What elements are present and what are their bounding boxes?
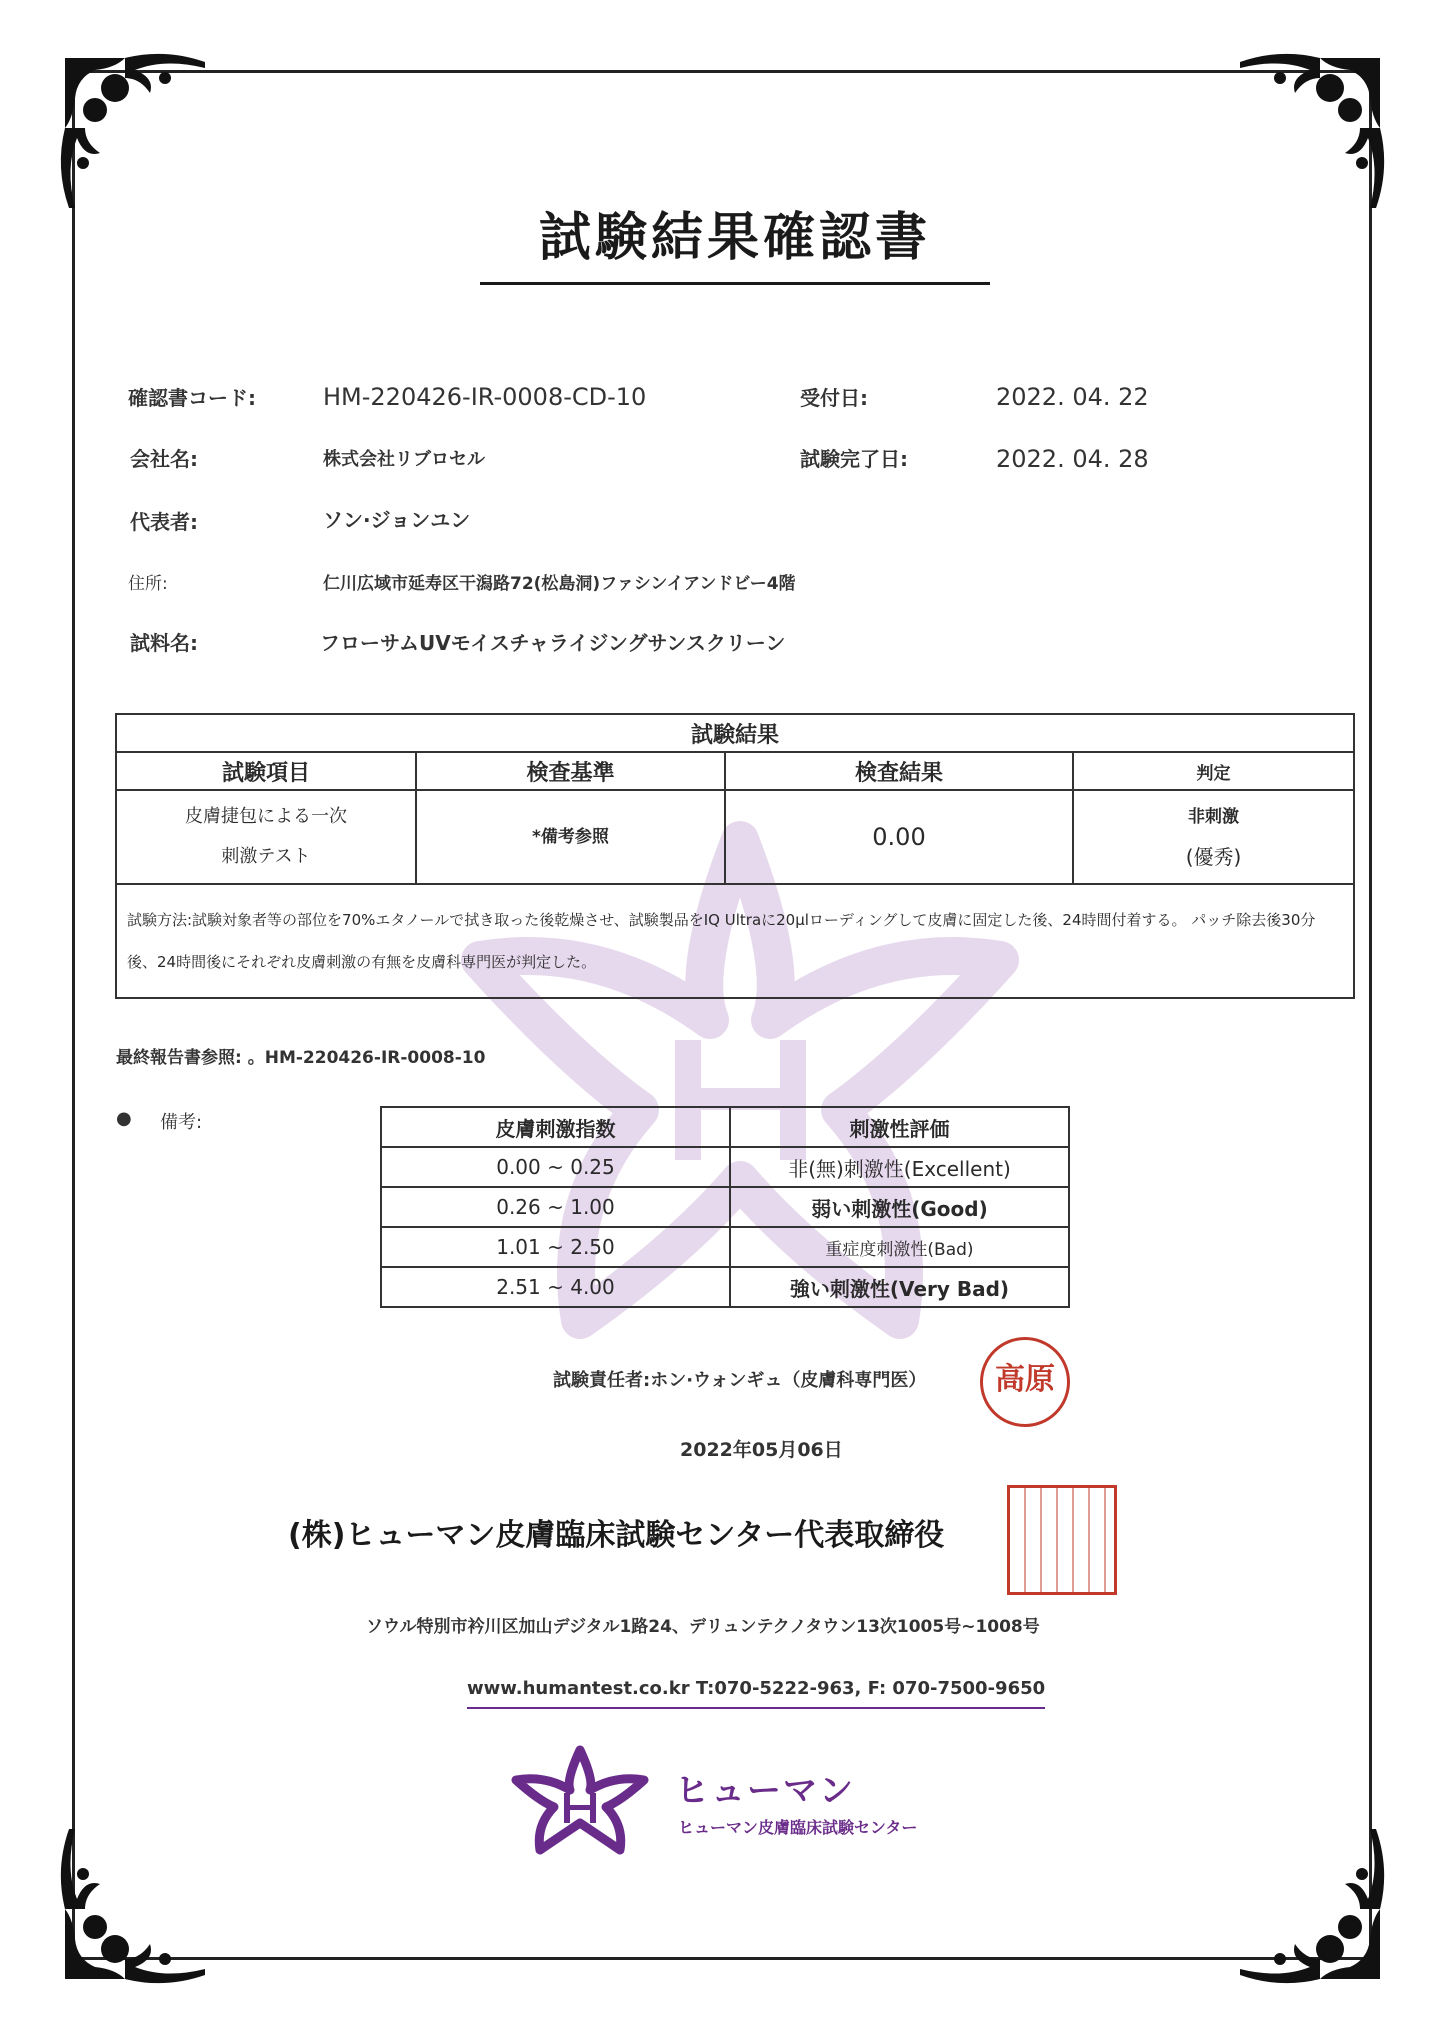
company-value: 株式会社リブロセル — [323, 449, 485, 470]
test-item-line2: 刺激テスト — [221, 846, 311, 867]
results-heading: 試験結果 — [116, 714, 1354, 752]
final-report-reference: 最終報告書参照: 。HM-220426-IR-0008-10 — [116, 1048, 486, 1068]
corner-ornament-icon — [55, 1819, 215, 1989]
notes-label: 備考: — [160, 1112, 203, 1133]
document-title: 試験結果確認書 — [480, 195, 990, 285]
scale-rating: 重症度刺激性(Bad) — [730, 1227, 1069, 1267]
table-row — [381, 1267, 1069, 1307]
sample-value: フローサムUVモイスチャライジングサンスクリーン — [320, 631, 786, 655]
standard-cell: *備考参照 — [416, 790, 725, 884]
judgement-cell — [1073, 790, 1354, 884]
table-row — [381, 1147, 1069, 1187]
scale-range: 1.01 ~ 2.50 — [381, 1227, 730, 1267]
table-row — [381, 1227, 1069, 1267]
logo-subtitle: ヒューマン皮膚臨床試験センター — [678, 1818, 918, 1837]
scale-range: 0.00 ~ 0.25 — [381, 1147, 730, 1187]
issue-date: 2022年05月06日 — [680, 1439, 843, 1461]
header-judgement: 判定 — [1073, 752, 1354, 790]
completed-label: 試験完了日: — [800, 447, 908, 471]
judgement-line2: (優秀) — [1185, 845, 1242, 869]
issuing-company: (株)ヒューマン皮膚臨床試験センター代表取締役 — [288, 1518, 945, 1553]
header-result: 検査結果 — [725, 752, 1073, 790]
logo-name: ヒューマン — [675, 1771, 855, 1811]
code-label: 確認書コード: — [128, 386, 256, 410]
sample-label: 試料名: — [130, 631, 198, 655]
results-table — [115, 713, 1355, 999]
received-value: 2022. 04. 22 — [996, 383, 1149, 411]
scale-rating: 強い刺激性(Very Bad) — [730, 1267, 1069, 1307]
corner-ornament-icon — [1230, 48, 1390, 218]
company-label: 会社名: — [130, 447, 198, 471]
center-address: ソウル特別市衿川区加山デジタル1路24、デリュンテクノタウン13次1005号~1008号 — [366, 1617, 1040, 1637]
scale-rating: 非(無)刺激性(Excellent) — [730, 1147, 1069, 1187]
address-value: 仁川広域市延寿区干潟路72(松島洞)ファシンイアンドビー4階 — [323, 574, 796, 594]
responsible-person: 試験責任者:ホン·ウォンギュ（皮膚科専門医） — [553, 1370, 927, 1391]
address-label: 住所: — [128, 574, 168, 594]
scale-range: 0.26 ~ 1.00 — [381, 1187, 730, 1227]
table-row — [381, 1187, 1069, 1227]
scale-header-rating: 刺激性評価 — [730, 1107, 1069, 1147]
representative-label: 代表者: — [130, 510, 198, 534]
irritation-scale-table — [380, 1106, 1070, 1308]
corner-ornament-icon — [1230, 1819, 1390, 1989]
judgement-line1: 非刺激 — [1188, 807, 1239, 827]
result-cell: 0.00 — [725, 790, 1073, 884]
test-item-line1: 皮膚捷包による一次 — [185, 806, 347, 827]
contact-info: www.humantest.co.kr T:070-5222-963, F: 070-7500-9650 — [467, 1678, 1045, 1709]
test-item-cell — [116, 790, 416, 884]
representative-value: ソン·ジョンユン — [323, 508, 471, 532]
corner-ornament-icon — [55, 48, 215, 218]
completed-value: 2022. 04. 28 — [996, 445, 1149, 473]
company-seal-icon — [1007, 1485, 1117, 1595]
code-value: HM-220426-IR-0008-CD-10 — [323, 383, 647, 411]
scale-range: 2.51 ~ 4.00 — [381, 1267, 730, 1307]
human-logo-icon — [510, 1745, 650, 1855]
header-test-item: 試験項目 — [116, 752, 416, 790]
header-standard: 検査基準 — [416, 752, 725, 790]
scale-rating: 弱い刺激性(Good) — [730, 1187, 1069, 1227]
notes-bullet-icon: ● — [116, 1108, 132, 1129]
scale-header-index: 皮膚刺激指数 — [381, 1107, 730, 1147]
test-method: 試験方法:試験対象者等の部位を70%エタノールで拭き取った後乾燥させ、試験製品をIQ Ultraに20μlローディングして皮膚に固定した後、24時間付着する。 パッチ除去後30分後、24時間後にそれぞれ皮膚刺激の有無を皮膚科専門医が判定した。 — [116, 884, 1354, 998]
doctor-seal-icon: 高原 — [980, 1337, 1070, 1427]
received-label: 受付日: — [800, 386, 868, 410]
